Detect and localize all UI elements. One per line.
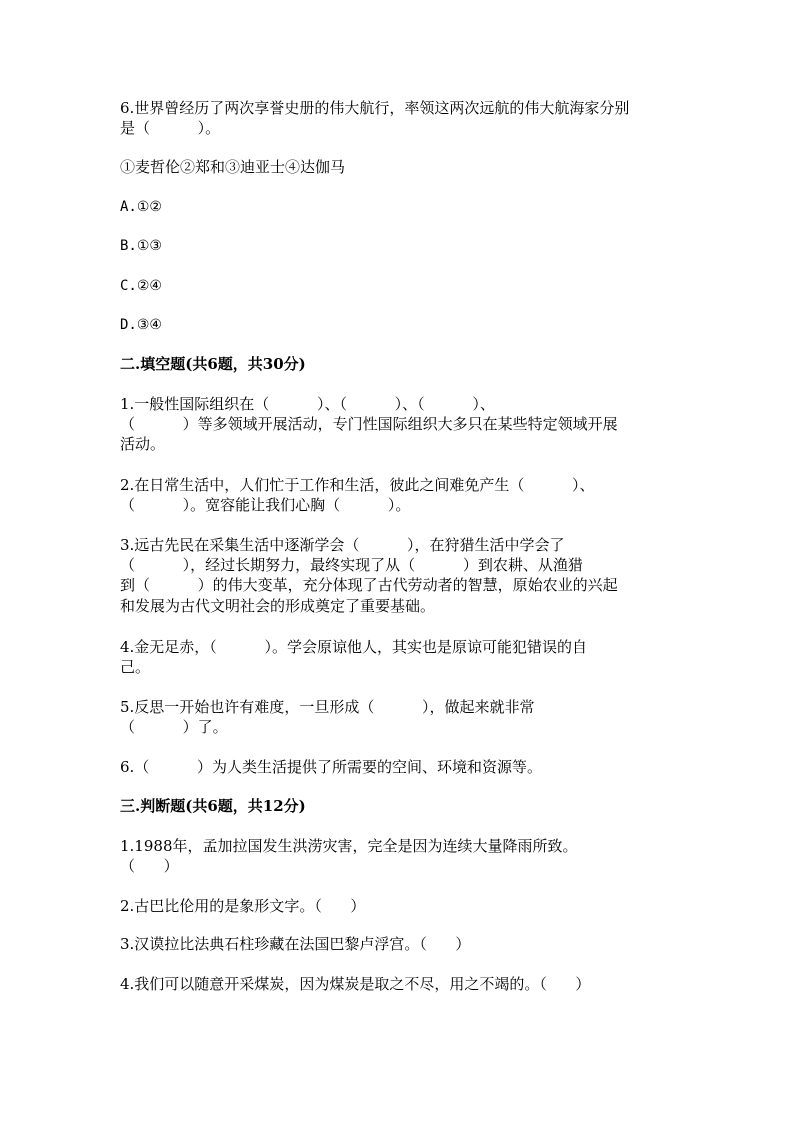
q6-option-c: C.②④ [120,278,162,294]
q6-stem-line1: 6.世界曾经历了两次享誉史册的伟大航行，率领这两次远航的伟大航海家分别 [120,99,630,117]
s2-q6-line1: 6.（ ）为人类生活提供了所需要的空间、环境和资源等。 [120,758,542,776]
s3-q3: 3.汉谟拉比法典石柱珍藏在法国巴黎卢浮宫。（ ） [120,935,471,953]
q6-stem-line2: 是（ ）。 [120,119,221,137]
s2-q3-line1: 3.远古先民在采集生活中逐渐学会（ ），在狩猎生活中学会了 [120,536,565,554]
s2-q2-line1: 2.在日常生活中，人们忙于工作和生活，彼此之间难免产生（ ）、 [120,476,595,494]
q6-option-b: B.①③ [120,238,162,254]
s2-q1-line3: 活动。 [120,435,166,453]
q6-option-a: A.①② [120,199,162,215]
s2-q2-line2: （ ）。宽容能让我们心胸（ ）。 [120,496,411,514]
s3-q2: 2.古巴比伦用的是象形文字。（ ） [120,897,366,915]
s3-q1-line2: （ ） [120,857,179,875]
s2-q3-line4: 和发展为古代文明社会的形成奠定了重要基础。 [120,597,436,615]
s2-q3-line2: （ ），经过长期努力，最终实现了从（ ）到农耕、从渔猎 [120,556,583,574]
q6-option-d: D.③④ [120,317,162,333]
section3-heading: 三.判断题(共6题，共12分) [120,797,306,815]
s2-q5-line1: 5.反思一开始也许有难度，一旦形成（ ），做起来就非常 [120,698,535,716]
s3-q1-line1: 1.1988年，孟加拉国发生洪涝灾害，完全是因为连续大量降雨所致。 [120,837,578,855]
q6-items: ①麦哲伦②郑和③迪亚士④达伽马 [120,158,346,176]
s2-q4-line1: 4.金无足赤，（ ）。学会原谅他人，其实也是原谅可能犯错误的自 [120,638,587,656]
s2-q5-line2: （ ）了。 [120,718,228,736]
s2-q4-line2: 己。 [120,658,151,676]
s2-q1-line1: 1.一般性国际组织在（ ）、（ ）、（ ）、 [120,395,495,413]
s3-q4: 4.我们可以随意开采煤炭，因为煤炭是取之不尽，用之不竭的。（ ） [120,975,591,993]
s2-q3-line3: 到（ ）的伟大变革，充分体现了古代劳动者的智慧，原始农业的兴起 [120,576,618,594]
s2-q1-line2: （ ）等多领域开展活动，专门性国际组织大多只在某些特定领域开展 [120,415,618,433]
section2-heading: 二.填空题(共6题，共30分) [120,355,306,373]
